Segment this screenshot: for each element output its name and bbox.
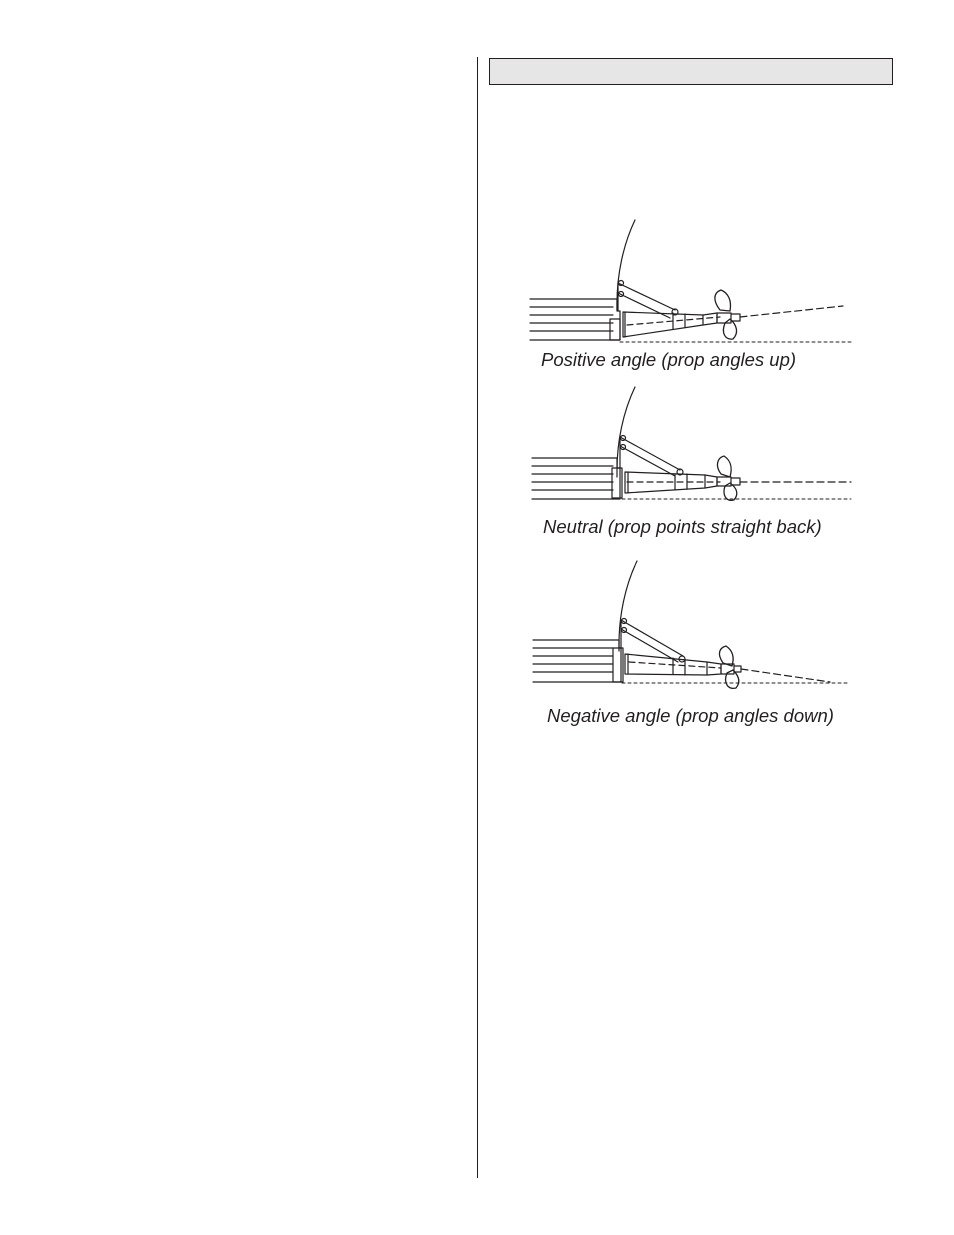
outboard-trim-neutral-icon [525, 382, 865, 517]
neutral-caption: Neutral (prop points straight back) [543, 516, 822, 537]
outboard-trim-negative-icon [525, 556, 865, 691]
negative-angle-caption: Negative angle (prop angles down) [547, 705, 834, 726]
positive-angle-caption: Positive angle (prop angles up) [541, 349, 797, 370]
column-divider [477, 57, 478, 1178]
negative-angle-figure [525, 556, 865, 691]
section-header-bar [489, 58, 893, 85]
outboard-trim-positive-icon [525, 215, 865, 350]
neutral-figure [525, 382, 865, 517]
positive-angle-figure [525, 215, 865, 350]
